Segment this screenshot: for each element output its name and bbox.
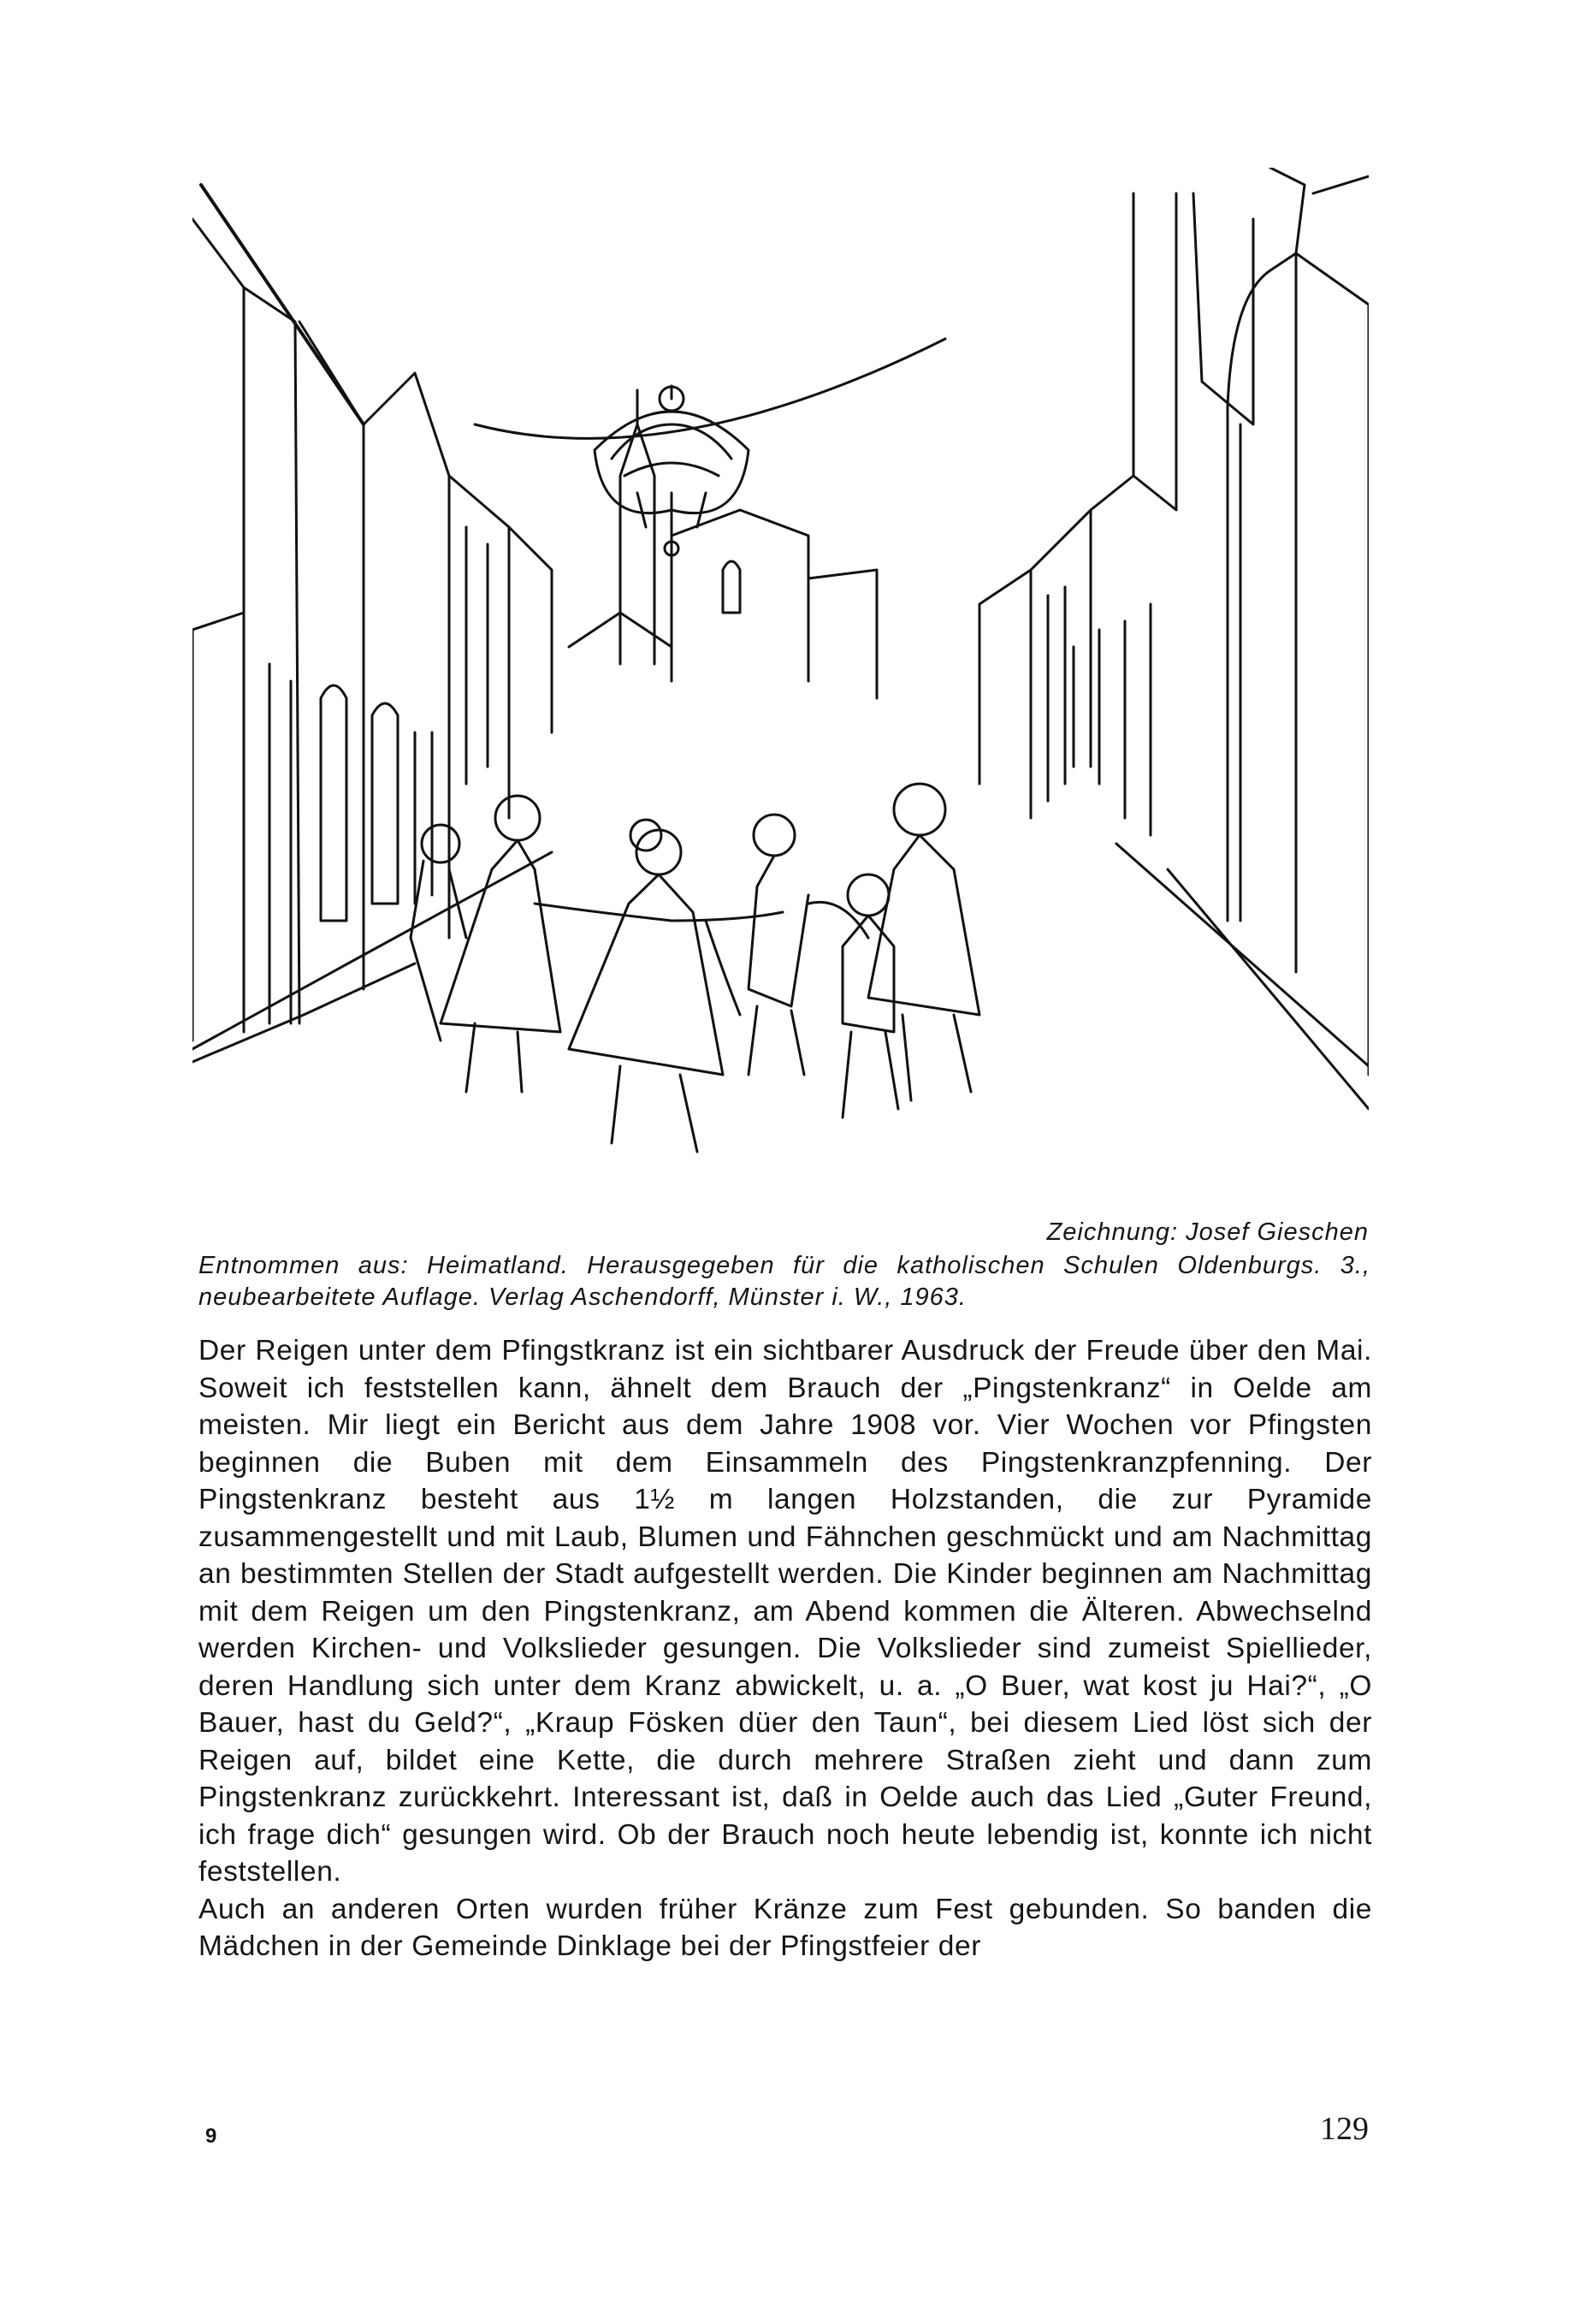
illustration-source: Entnommen aus: Heimatland. Herausgegeben für die katholischen Schulen Oldenburgs. 3., neubearbeitete Auflage. Verlag Aschendorff, Münster i. W., 1963.: [198, 1252, 1370, 1311]
paragraph: Der Reigen unter dem Pfingstkranz ist ein sichtbarer Ausdruck der Freude über den Mai. Soweit ich feststellen kann, ähnelt dem Brauch der „Pingstenkranz“ in Oelde am meisten. Mir liegt ein Bericht aus dem Jahre 1908 vor. Vier Wochen vor Pfingsten beginnen die Buben mit dem Einsammeln des Pingstenkranzpfenning. Der Pingstenkranz besteht aus 1½ m langen Holzstanden, die zur Pyramide zusammengestellt und mit Laub, Blumen und Fähnchen geschmückt und am Nachmittag an bestimmten Stellen der Stadt aufgestellt werden. Die Kinder beginnen am Nachmittag mit dem Reigen um den Pingstenkranz, am Abend kommen die Älteren. Abwechselnd werden Kirchen- und Volkslieder gesungen. Die Volkslieder sind zumeist Spiellieder, deren Handlung sich unter dem Kranz abwickelt, u. a. „O Buer, wat kost ju Hai?“, „O Bauer, hast du Geld?“, „Kraup Fösken düer den Taun“, bei diesem Lied löst sich der Reigen auf, bildet eine Kette, die durch mehrere Straßen zieht und dann zum Pingstenkranz zurückkehrt. Interessant ist, daß in Oelde auch das Lied „Guter Freund, ich frage dich“ gesungen wird. Ob der Brauch noch heute lebendig ist, konnte ich nicht feststellen.: [198, 1335, 1372, 1888]
body-text: [198, 1332, 1372, 1965]
paragraph: Auch an anderen Orten wurden früher Kränze zum Fest gebunden. So banden die Mädchen in der Gemeinde Dinklage bei der Pfingstfeier der: [198, 1893, 1372, 1962]
street-dance-illustration: [192, 168, 1369, 1212]
illustration-credit: Zeichnung: Josef Gieschen: [1046, 1218, 1369, 1246]
street-dance-drawing-icon: [192, 168, 1369, 1212]
page-number: 129: [1320, 2111, 1369, 2147]
sheet-mark: 9: [205, 2125, 217, 2148]
